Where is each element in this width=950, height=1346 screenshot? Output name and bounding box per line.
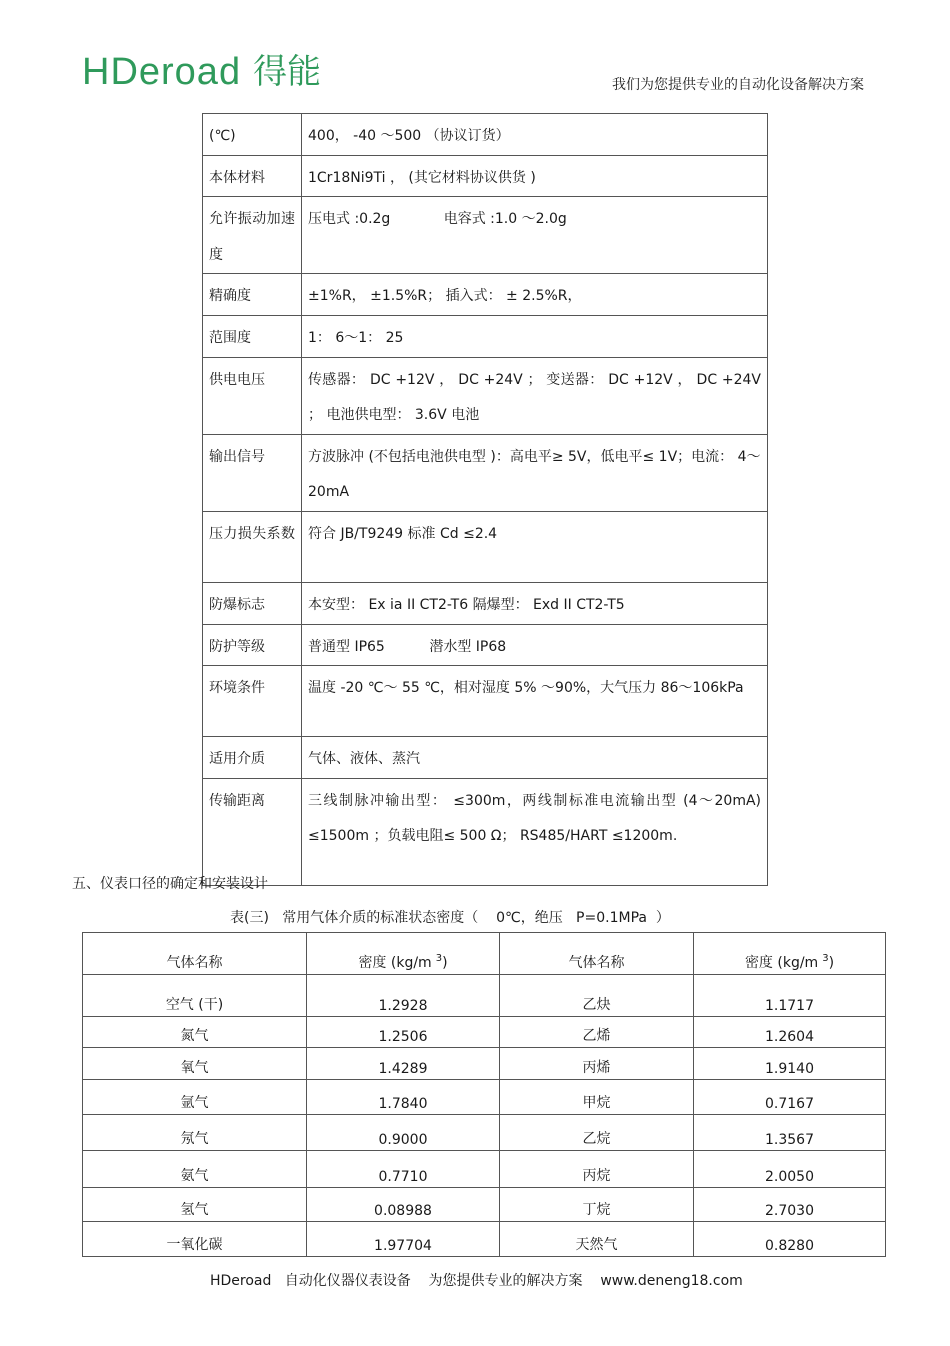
spec-value: 压电式 :0.2g 电容式 :1.0 ～2.0g [302,197,768,274]
header-slogan: 我们为您提供专业的自动化设备解决方案 [612,77,864,93]
density-table [82,932,886,1257]
gas-name: 氖气 [83,1115,307,1151]
table-row [203,274,768,316]
table-row [203,315,768,357]
gas-density: 0.7167 [694,1080,886,1115]
table-row [203,434,768,511]
gas-name: 氮气 [83,1017,307,1048]
spec-label: (℃) [203,114,302,156]
spec-value: 1： 6～1： 25 [302,315,768,357]
table-row [203,197,768,274]
gas-density: 0.8280 [694,1222,886,1257]
table-row [203,778,768,885]
table-row [83,1115,886,1151]
gas-density: 0.7710 [307,1151,500,1188]
gas-density: 1.3567 [694,1115,886,1151]
table-header-row [83,933,886,975]
gas-density: 1.2604 [694,1017,886,1048]
gas-name: 乙烯 [500,1017,694,1048]
table-row [83,1222,886,1257]
gas-name: 空气 (干) [83,975,307,1017]
table-row [203,114,768,156]
gas-density: 1.7840 [307,1080,500,1115]
page-footer: HDeroad 自动化仪器仪表设备 为您提供专业的解决方案 www.deneng18.com [210,1273,743,1289]
spec-value: ±1%R， ±1.5%R； 插入式： ± 2.5%R， [302,274,768,316]
spec-value: 三线制脉冲输出型： ≤300m，两线制标准电流输出型 (4～20mA) ≤1500m ；负载电阻≤ 500 Ω； RS485/HART ≤1200m. [302,778,768,885]
table-row [83,1048,886,1080]
logo-chinese-name: 得能 [253,52,322,92]
gas-name: 氨气 [83,1151,307,1188]
gas-name: 乙炔 [500,975,694,1017]
spec-value: 普通型 IP65 潜水型 IP68 [302,624,768,666]
spec-label: 传输距离 [203,778,302,885]
spec-label: 范围度 [203,315,302,357]
gas-density: 1.97704 [307,1222,500,1257]
gas-name: 氧气 [83,1048,307,1080]
gas-density: 2.0050 [694,1151,886,1188]
gas-name: 丙烷 [500,1151,694,1188]
table-row [203,666,768,737]
table-row [203,582,768,624]
gas-density: 1.4289 [307,1048,500,1080]
section-title: 五、仪表口径的确定和安装设计 [72,876,268,892]
gas-name: 丁烷 [500,1188,694,1222]
spec-label: 允许振动加速度 [203,197,302,274]
table-row [83,1017,886,1048]
spec-value: 方波脉冲 (不包括电池供电型 )：高电平≥ 5V，低电平≤ 1V；电流： 4～20mA [302,434,768,511]
spec-table [202,113,768,886]
spec-label: 供电电压 [203,357,302,434]
gas-name: 氢气 [83,1188,307,1222]
spec-value: 传感器： DC +12V ， DC +24V ； 变送器： DC +12V ， DC +24V ； 电池供电型： 3.6V 电池 [302,357,768,434]
spec-label: 防护等级 [203,624,302,666]
spec-label: 防爆标志 [203,582,302,624]
gas-density: 1.9140 [694,1048,886,1080]
table-row [203,511,768,582]
spec-value: 400， -40 ～500 （协议订货） [302,114,768,156]
table-row [203,737,768,779]
gas-density: 1.1717 [694,975,886,1017]
column-header-density: 密度 (kg/m $^3$) [307,933,500,975]
gas-density: 2.7030 [694,1188,886,1222]
company-logo [82,50,321,94]
column-header-gas: 气体名称 [500,933,694,975]
gas-name: 甲烷 [500,1080,694,1115]
gas-density: 1.2928 [307,975,500,1017]
gas-density: 0.08988 [307,1188,500,1222]
logo-wordmark: HDeroad [82,51,242,93]
spec-value: 温度 -20 ℃～ 55 ℃，相对湿度 5% ～90%，大气压力 86～106kPa [302,666,768,737]
table-row [83,975,886,1017]
spec-value: 本安型： Ex ia II CT2-T6 隔爆型： Exd II CT2-T5 [302,582,768,624]
table-row [83,1080,886,1115]
table-row [83,1188,886,1222]
column-header-density: 密度 (kg/m $^3$) [694,933,886,975]
table-caption: 表(三) 常用气体介质的标准状态密度（ 0℃，绝压 P=0.1MPa ） [230,910,670,926]
spec-value: 符合 JB/T9249 标准 Cd ≤2.4 [302,511,768,582]
spec-label: 精确度 [203,274,302,316]
gas-name: 一氧化碳 [83,1222,307,1257]
gas-name: 天然气 [500,1222,694,1257]
table-row [83,1151,886,1188]
spec-label: 适用介质 [203,737,302,779]
spec-label: 压力损失系数 [203,511,302,582]
spec-label: 环境条件 [203,666,302,737]
gas-name: 氩气 [83,1080,307,1115]
table-row [203,624,768,666]
column-header-gas: 气体名称 [83,933,307,975]
gas-name: 丙烯 [500,1048,694,1080]
table-row [203,357,768,434]
gas-density: 0.9000 [307,1115,500,1151]
spec-value: 气体、液体、蒸汽 [302,737,768,779]
spec-label: 本体材料 [203,155,302,197]
table-row [203,155,768,197]
spec-value: 1Cr18Ni9Ti ， (其它材料协议供货 ) [302,155,768,197]
spec-label: 输出信号 [203,434,302,511]
gas-name: 乙烷 [500,1115,694,1151]
gas-density: 1.2506 [307,1017,500,1048]
